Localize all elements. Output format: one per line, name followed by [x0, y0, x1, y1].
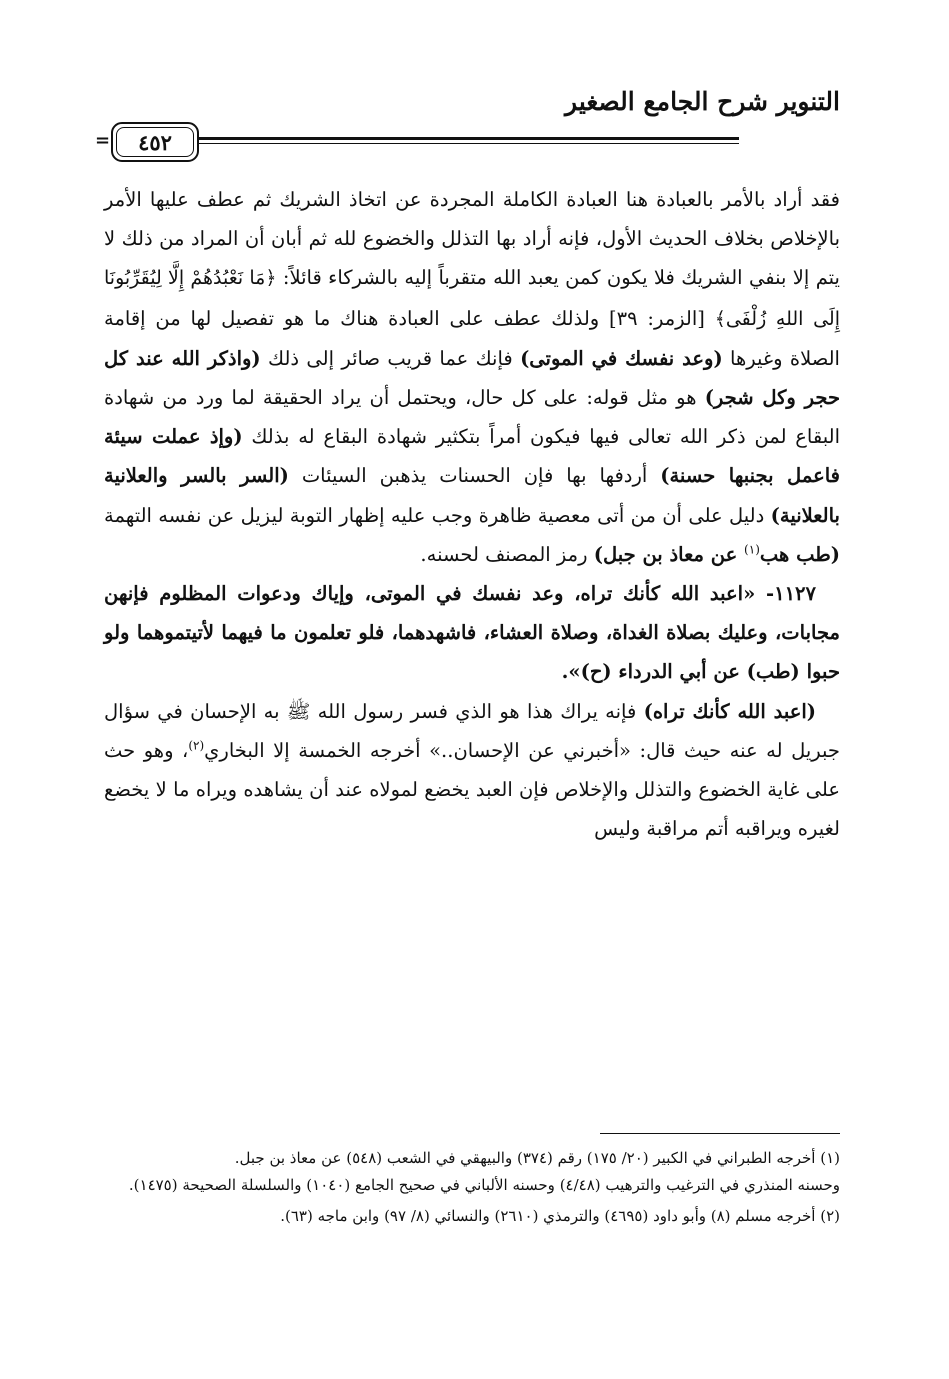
- commentary-paragraph-2: [104, 692, 840, 849]
- hadith-quote: (واذكر الله عند كل حجر وكل شجر): [104, 346, 841, 410]
- text-run: هو مثل قوله: على كل حال، ويحتمل أن يراد الحقيقة لما ورد من شهادة البقاع لمن ذكر الله تعالى فيها فيكون أمراً بتكثير شهادة البقاع له بذلك: [104, 386, 840, 449]
- header-rule: [119, 132, 739, 150]
- page-number: ٤٥٢: [138, 129, 172, 155]
- quran-reference: [الزمر: ٣٩]: [599, 306, 715, 330]
- text-run: فقد أراد بالأمر بالعبادة هنا العبادة الكاملة المجردة عن اتخاذ الشريك ثم عطف عليها الأمر بالإخلاص بخلاف الحديث الأول، فإنه أراد بها التذلل والخضوع لله ثم أبان أن المراد من ذلك لا يتم إلا بنفي الشريك فلا يكون كمن يعبد الله متقرباً إليه بالشركاء قائلاً:: [104, 188, 840, 290]
- text-run: دليل على أن من أتى معصية ظاهرة وجب عليه إظهار التوبة ليزيل عن نفسه التهمة: [104, 503, 771, 527]
- body-text: [104, 180, 840, 848]
- text-run: فإنه يراك هذا هو الذي فسر رسول الله ﷺ به الإحسان في سؤال جبريل له عنه حيث قال: «أخبرني عن الإحسان..» أخرجه الخمسة إلا البخاري: [104, 699, 840, 762]
- hadith-quote: (اعبد الله كأنك تراه): [643, 699, 816, 723]
- footnote-2: (٢) أخرجه مسلم (٨) وأبو داود (٤٦٩٥) والترمذي (٢٦١٠) والنسائي (٨/ ٩٧) وابن ماجه (٦٣).: [280, 1207, 840, 1225]
- footnote-1-continuation: وحسنه المنذري في الترغيب والترهيب (٤/٤٨) وحسنه الألباني في صحيح الجامع (١٠٤٠) والسلسلة الصحيحة (١٤٧٥).: [128, 1176, 840, 1194]
- text-run: رمز المصنف لحسنه.: [420, 542, 594, 566]
- page-header: [95, 85, 854, 165]
- footnote-1: (١) أخرجه الطبراني في الكبير (٢٠/ ١٧٥) رقم (٣٧٤) والبيهقي في الشعب (٥٤٨) عن معاذ بن جبل.: [234, 1149, 840, 1167]
- footnotes: [104, 1145, 840, 1234]
- footnote-marker-1[interactable]: (١): [744, 542, 760, 557]
- running-title: التنوير شرح الجامع الصغير: [565, 87, 840, 116]
- text-run: ولذلك عطف على العبادة هناك ما هو تفصيل لها من إقامة الصلاة وغيرها: [104, 306, 840, 370]
- hadith-text: ١١٢٧- «اعبد الله كأنك تراه، وعد نفسك في الموتى، وإياك ودعوات المظلوم فإنهن مجابات، وعليك بصلاة الغداة، وصلاة العشاء، فاشهدهما، فلو تعلمون ما فيهما لأتيتموهما ولو حبوا (طب) عن أبي الدرداء (ح)».: [104, 582, 840, 684]
- footnote-separator: [600, 1133, 840, 1134]
- quran-verse: ﴿مَا نَعْبُدُهُمْ إِلَّا لِيُقَرِّبُونَا إِلَى اللهِ زُلْفَى﴾: [104, 267, 840, 330]
- page-number-frame: [111, 122, 199, 162]
- footnote-marker-2[interactable]: (٢): [188, 738, 205, 753]
- hadith-quote: (وعد نفسك في الموتى): [520, 346, 723, 370]
- text-run: ، وهو حث على غاية الخضوع والتذلل والإخلاص فإن العبد يخضع لمولاه عند أن يشاهده ويراه ما لا يخضع لغيره ويراقبه أتم مراقبة وليس: [104, 738, 840, 841]
- hadith-quote: (وإذ عملت سيئة فاعمل بجنبها حسنة): [104, 425, 840, 488]
- source-citation: (طب هب: [759, 542, 840, 566]
- hadith-quote: (السر بالسر والعلانية بالعلانية): [104, 464, 840, 527]
- commentary-paragraph-1: [104, 180, 840, 574]
- header-rule-thin: [119, 143, 739, 144]
- text-run: أردفها بها فإن الحسنات يذهبن السيئات: [288, 464, 661, 488]
- text-run: فإنك عما قريب صائر إلى ذلك: [260, 346, 521, 370]
- source-citation: عن معاذ بن جبل): [593, 542, 745, 566]
- header-rule-thick: [119, 137, 739, 140]
- header-end-mark: =: [95, 130, 111, 151]
